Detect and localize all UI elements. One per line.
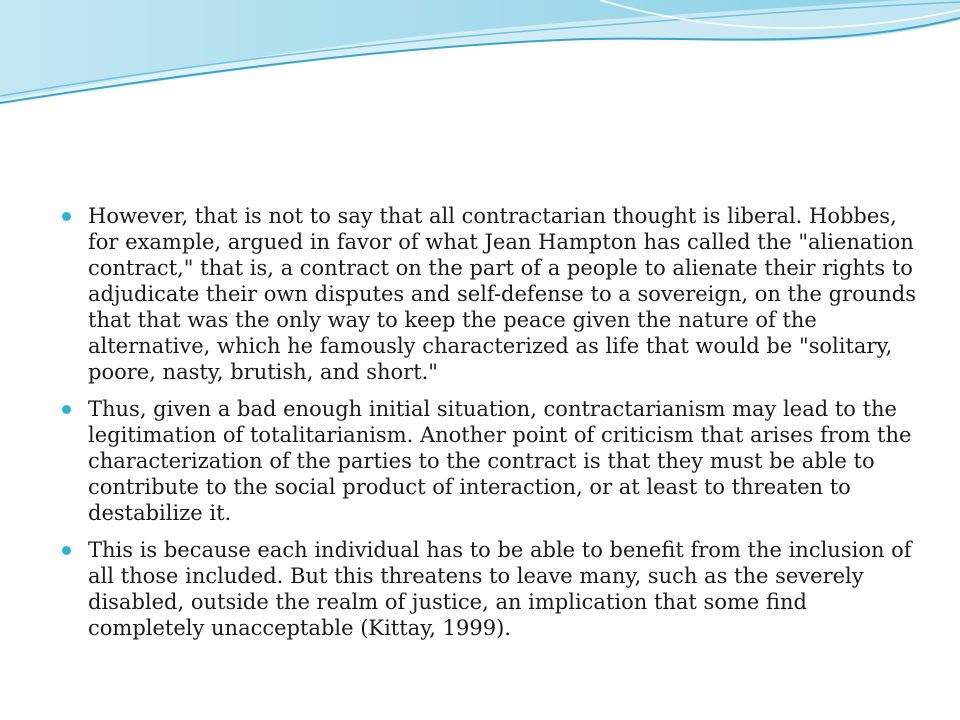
bullet-item — [58, 537, 918, 641]
bullet-icon — [62, 405, 71, 414]
bullet-list — [58, 203, 918, 652]
bullet-text: This is because each individual has to be able to benefit from the inclusion of all those included. But this threatens to leave many, such as the severely disabled, outside the realm of justice, an implication that some find completely unacceptable (Kittay, 1999). — [88, 538, 912, 640]
bullet-icon — [62, 212, 71, 221]
bullet-text: Thus, given a bad enough initial situation, contractarianism may lead to the legitimation of totalitarianism. Another point of criticism that arises from the characterization of the parties to the contract is that they must be able to contribute to the social product of interaction, or at least to threaten to destabilize it. — [88, 397, 912, 525]
bullet-item — [58, 396, 918, 526]
bullet-text: However, that is not to say that all contractarian thought is liberal. Hobbes, for example, argued in favor of what Jean Hampton has called the "alienation contract," that is, a contract on the part of a people to alienate their rights to adjudicate their own disputes and self-defense to a sovereign, on the grounds that that was the only way to keep the peace given the nature of the alternative, which he famously characterized as life that would be "solitary, poore, nasty, brutish, and short." — [88, 204, 916, 384]
bullet-item — [58, 203, 918, 385]
header-wave-decoration — [0, 0, 960, 130]
bullet-icon — [62, 546, 71, 555]
